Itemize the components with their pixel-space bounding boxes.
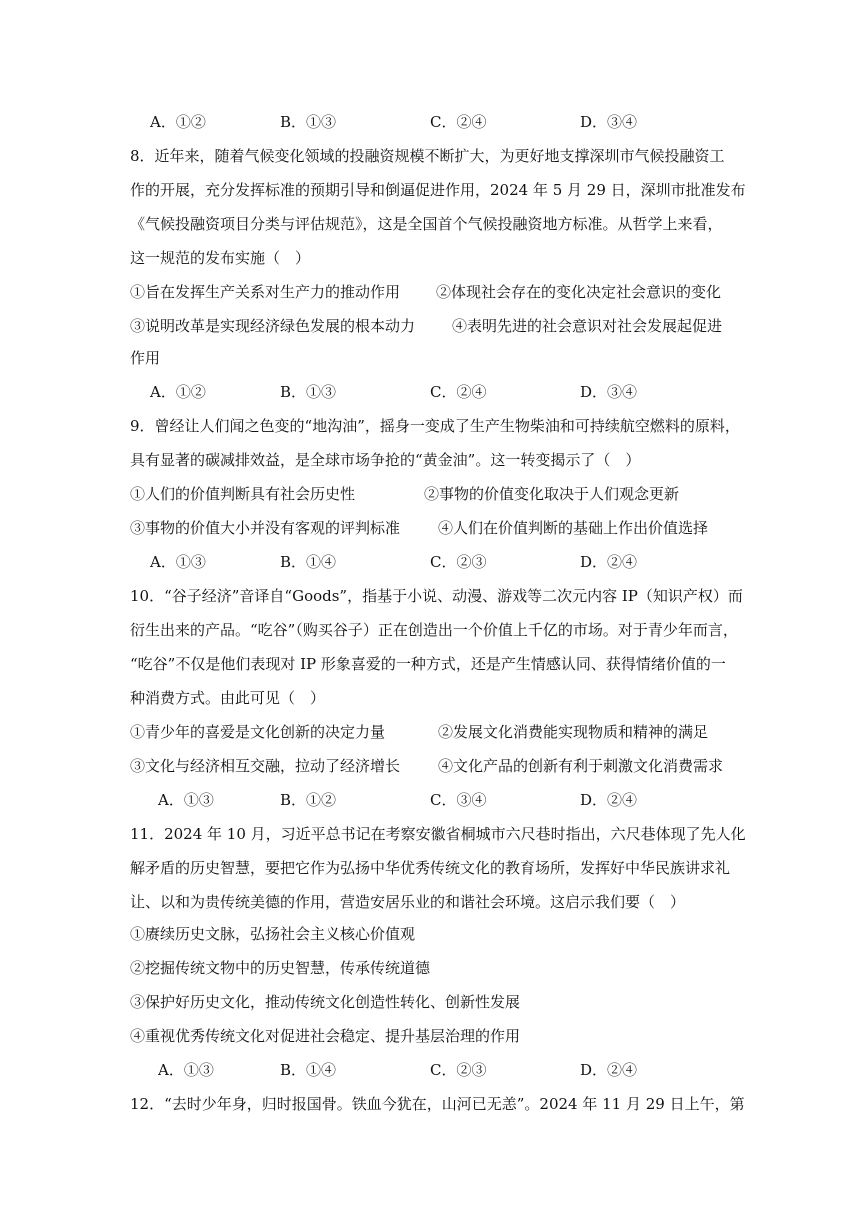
q8-statement-4-tail: 作用 xyxy=(130,349,161,367)
q9-option-d: D．②④ xyxy=(580,553,638,571)
q9-option-b: B．①④ xyxy=(280,553,337,571)
q11-option-b: B．①④ xyxy=(280,1061,337,1079)
q11-statement-4: ④重视优秀传统文化对促进社会稳定、提升基层治理的作用 xyxy=(130,1027,521,1045)
q11-statement-2: ②挖掘传统文物中的历史智慧，传承传统道德 xyxy=(130,959,431,977)
q10-statement-4: ④文化产品的创新有利于刺激文化消费需求 xyxy=(438,757,724,775)
q8-statement-2: ②体现社会存在的变化决定社会意识的变化 xyxy=(436,283,722,301)
q11-statement-1: ①赓续历史文脉，弘扬社会主义核心价值观 xyxy=(130,925,416,943)
q11-stem-line-3: 让、以和为贵传统美德的作用，营造安居乐业的和谐社会环境。这启示我们要（ ） xyxy=(130,893,686,911)
q8-stem-line-1: 8．近年来，随着气候变化领域的投融资规模不断扩大，为更好地支撑深圳市气候投融资工 xyxy=(130,147,725,165)
q10-statements-row-1 xyxy=(130,722,730,742)
q11-statement-3: ③保护好历史文化，推动传统文化创造性转化、创新性发展 xyxy=(130,993,521,1011)
q10-option-c: C．③④ xyxy=(430,791,487,809)
q10-statements-row-2 xyxy=(130,756,730,776)
q10-stem-line-3: “吃谷”不仅是他们表现对 IP 形象喜爱的一种方式，还是产生情感认同、获得情绪价值的一 xyxy=(130,655,726,673)
q10-statement-3: ③文化与经济相互交融，拉动了经济增长 xyxy=(130,757,401,775)
q10-stem-line-1: 10．“谷子经济”音译自“Goods”，指基于小说、动漫、游戏等二次元内容 IP（知识产权）而 xyxy=(130,587,743,605)
q8-option-d: D．③④ xyxy=(580,383,638,401)
q10-options xyxy=(130,790,730,810)
q9-option-c: C．②③ xyxy=(430,553,487,571)
q9-statements-row-2 xyxy=(130,518,730,538)
q11-stem-line-1: 11．2024 年 10 月，习近平总书记在考察安徽省桐城市六尺巷时指出，六尺巷体现了先人化 xyxy=(130,825,746,843)
q8-statement-4: ④表明先进的社会意识对社会发展起促进 xyxy=(452,317,723,335)
q10-option-d: D．②④ xyxy=(580,791,638,809)
q11-stem-line-2: 解矛盾的历史智慧，要把它作为弘扬中华优秀传统文化的教育场所，发挥好中华民族讲求礼 xyxy=(130,859,731,877)
q9-statement-4: ④人们在价值判断的基础上作出价值选择 xyxy=(438,519,709,537)
q10-statement-2: ②发展文化消费能实现物质和精神的满足 xyxy=(438,723,709,741)
q12-stem-line-1: 12．“去时少年身，归时报国骨。铁血今犹在，山河已无恙”。2024 年 11 月 29 日上午，第 xyxy=(130,1095,745,1113)
q11-option-c: C．②③ xyxy=(430,1061,487,1079)
q11-option-d: D．②④ xyxy=(580,1061,638,1079)
q10-option-b: B．①② xyxy=(280,791,337,809)
q9-stem-line-2: 具有显著的碳减排效益，是全球市场争抢的“黄金油”。这一转变揭示了（ ） xyxy=(130,451,641,469)
q8-statements-row-1 xyxy=(130,282,730,302)
q7-option-d: D．③④ xyxy=(580,113,638,131)
q7-option-b: B．①③ xyxy=(280,113,337,131)
q8-stem-line-4: 这一规范的发布实施（ ） xyxy=(130,249,311,267)
q10-stem-line-4: 种消费方式。由此可见（ ） xyxy=(130,689,326,707)
q9-options xyxy=(130,552,730,572)
q11-option-a: A．①③ xyxy=(158,1061,214,1079)
q9-statement-2: ②事物的价值变化取决于人们观念更新 xyxy=(424,485,680,503)
q9-option-a: A．①③ xyxy=(150,553,206,571)
q9-statement-1: ①人们的价值判断具有社会历史性 xyxy=(130,485,356,503)
q8-stem-line-2: 作的开展，充分发挥标准的预期引导和倒逼促进作用，2024 年 5 月 29 日，深圳市批准发布 xyxy=(130,181,746,199)
q10-stem-line-2: 衍生出来的产品。“吃谷”（购买谷子）正在创造出一个价值上千亿的市场。对于青少年而言， xyxy=(130,621,738,639)
q8-option-b: B．①③ xyxy=(280,383,337,401)
q9-statement-3: ③事物的价值大小并没有客观的评判标准 xyxy=(130,519,401,537)
q8-options xyxy=(130,382,730,402)
q11-options xyxy=(130,1060,730,1080)
q8-option-c: C．②④ xyxy=(430,383,487,401)
q8-statements-row-2 xyxy=(130,316,730,336)
q8-stem-line-3: 《气候投融资项目分类与评估规范》，这是全国首个气候投融资地方标准。从哲学上来看， xyxy=(130,215,723,233)
q8-statement-1: ①旨在发挥生产关系对生产力的推动作用 xyxy=(130,283,401,301)
q7-option-c: C．②④ xyxy=(430,113,487,131)
q9-stem-line-1: 9．曾经让人们闻之色变的“地沟油”，摇身一变成了生产生物柴油和可持续航空燃料的原料， xyxy=(130,417,740,435)
q8-statement-3: ③说明改革是实现经济绿色发展的根本动力 xyxy=(130,317,416,335)
q8-option-a: A．①② xyxy=(150,383,206,401)
q9-statements-row-1 xyxy=(130,484,730,504)
q10-option-a: A．①③ xyxy=(158,791,214,809)
q7-options xyxy=(130,112,730,132)
q10-statement-1: ①青少年的喜爱是文化创新的决定力量 xyxy=(130,723,386,741)
q7-option-a: A．①② xyxy=(150,113,206,131)
